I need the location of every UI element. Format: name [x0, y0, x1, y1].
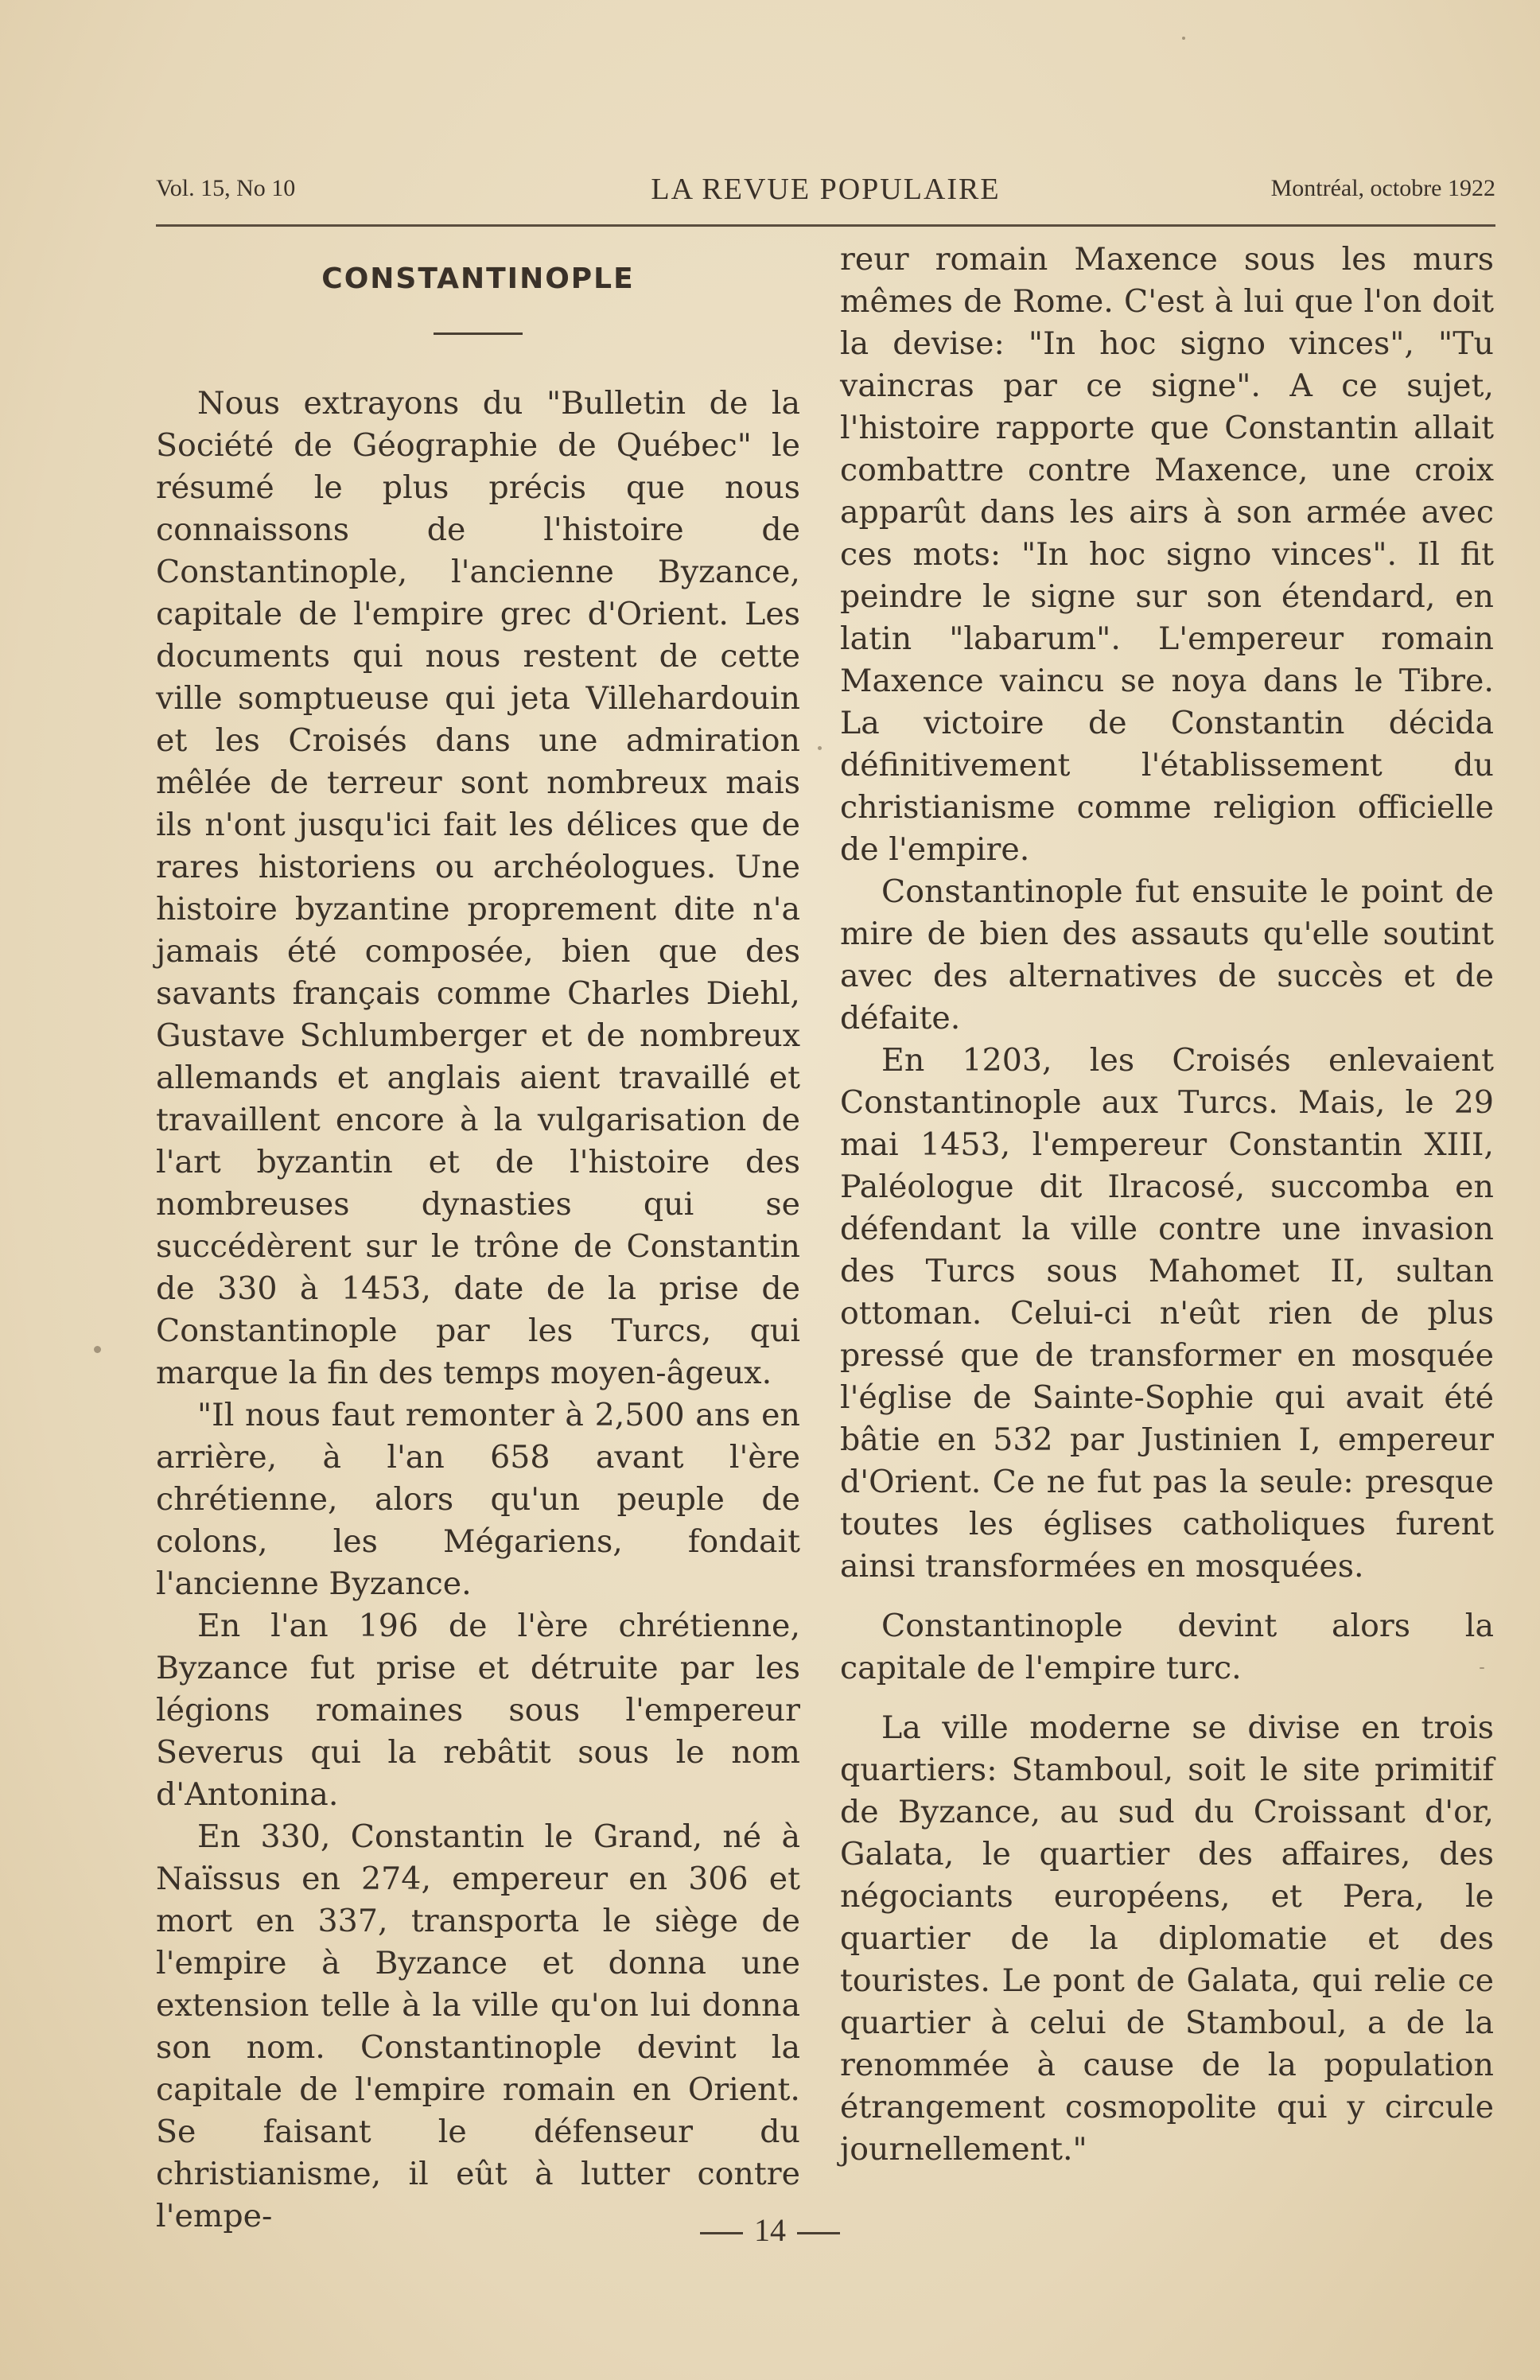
page-number: 14	[754, 2212, 786, 2248]
paragraph: Constantinople devint alors la capitale de l'empire turc.	[840, 1608, 1494, 1686]
paragraph: La ville moderne se divise en trois quartiers: Stamboul, soit le site primitif de Byzance, au sud du Croissant d'or, Galata, le quartier des affaires, des négociants européens, et Pera, le quartier de la diplomatie et des touristes. Le pont de Galata, qui relie ce quartier à celui de Stamboul, a de la renommée à cause de la population étrangement cosmopolite qui y circule journellement."	[840, 1709, 1494, 2168]
publication-title: LA REVUE POPULAIRE	[651, 173, 1001, 206]
paragraph: "Il nous faut remonter à 2,500 ans en arrière, à l'an 658 avant l'ère chrétienne, alors qu'un peuple de colons, les Mégariens, fondait l'ancienne Byzance.	[156, 1397, 800, 1602]
header-rule	[156, 224, 1495, 227]
paragraph: En l'an 196 de l'ère chrétienne, Byzance fut prise et détruite par les légions romaines sous l'empereur Severus qui la rebâtit sous le nom d'Antonina.	[156, 1608, 800, 1813]
paragraph: En 1203, les Croisés enlevaient Constantinople aux Turcs. Mais, le 29 mai 1453, l'empereur Constantin XIII, Paléologue dit Ilracosé, succomba en défendant la ville contre une invasion des Turcs sous Mahomet II, sultan ottoman. Celui-ci n'eût rien de plus pressé que de transformer en mosquée l'église de Sainte-Sophie qui avait été bâtie en 532 par Justinien I, empereur d'Orient. Ce ne fut pas la seule: presque toutes les églises catholiques furent ainsi transformées en mosquées.	[840, 1042, 1494, 1585]
title-divider	[434, 332, 523, 335]
left-column	[156, 239, 800, 2238]
paragraph: Nous extrayons du "Bulletin de la Société de Géographie de Québec" le résumé le plus précis que nous connaissons de l'histoire de Constantinople, l'ancienne Byzance, capitale de l'empire grec d'Orient. Les documents qui nous restent de cette ville somptueuse qui jeta Villehardouin et les Croisés dans une admiration mêlée de terreur sont nombreux mais ils n'ont jusqu'ici fait les délices que de rares historiens ou archéologues. Une histoire byzantine proprement dite n'a jamais été composée, bien que des savants français comme Charles Diehl, Gustave Schlumberger et de nombreux allemands et anglais aient travaillé et travaillent encore à la vulgarisation de l'art byzantin et de l'histoire des nombreuses dynasties qui se succédèrent sur le trône de Constantin de 330 à 1453, date de la prise de Constantinople par les Turcs, qui marque la fin des temps moyen-âgeux.	[156, 385, 800, 1391]
folio-dash-right	[797, 2232, 840, 2234]
place-date: Montréal, octobre 1922	[1270, 175, 1495, 201]
paper-speck	[1182, 37, 1185, 40]
paragraph: Constantinople fut ensuite le point de mire de bien des assauts qu'elle soutint avec des alternatives de succès et de défaite.	[840, 873, 1494, 1036]
paragraph: reur romain Maxence sous les murs mêmes de Rome. C'est à lui que l'on doit la devise: "In hoc signo vinces", "Tu vaincras par ce signe". A ce sujet, l'histoire rapporte que Constantin allait combattre contre Maxence, une croix apparût dans les airs à son armée avec ces mots: "In hoc signo vinces". Il fit peindre le signe sur son étendard, en latin "labarum". L'empereur romain Maxence vaincu se noya dans le Tibre. La victoire de Constantin décida définitivement l'établissement du christianisme comme religion officielle de l'empire.	[840, 241, 1494, 868]
volume-number: Vol. 15, No 10	[156, 175, 296, 201]
right-column	[840, 239, 1494, 2171]
paper-speck	[94, 1346, 101, 1353]
running-header	[156, 169, 1495, 208]
page-number-footer	[0, 2211, 1540, 2249]
article-title: CONSTANTINOPLE	[321, 262, 635, 295]
paper-speck	[1480, 1667, 1484, 1669]
folio-dash-left	[700, 2232, 743, 2234]
paper-speck	[818, 746, 822, 750]
paragraph: En 330, Constantin le Grand, né à Naïssus en 274, empereur en 306 et mort en 337, transporta le siège de l'empire à Byzance et donna une extension telle à la ville qu'on lui donna son nom. Constantinople devint la capitale de l'empire romain en Orient. Se faisant le défenseur du christianisme, il eût à lutter contre l'empe-	[156, 1818, 800, 2234]
